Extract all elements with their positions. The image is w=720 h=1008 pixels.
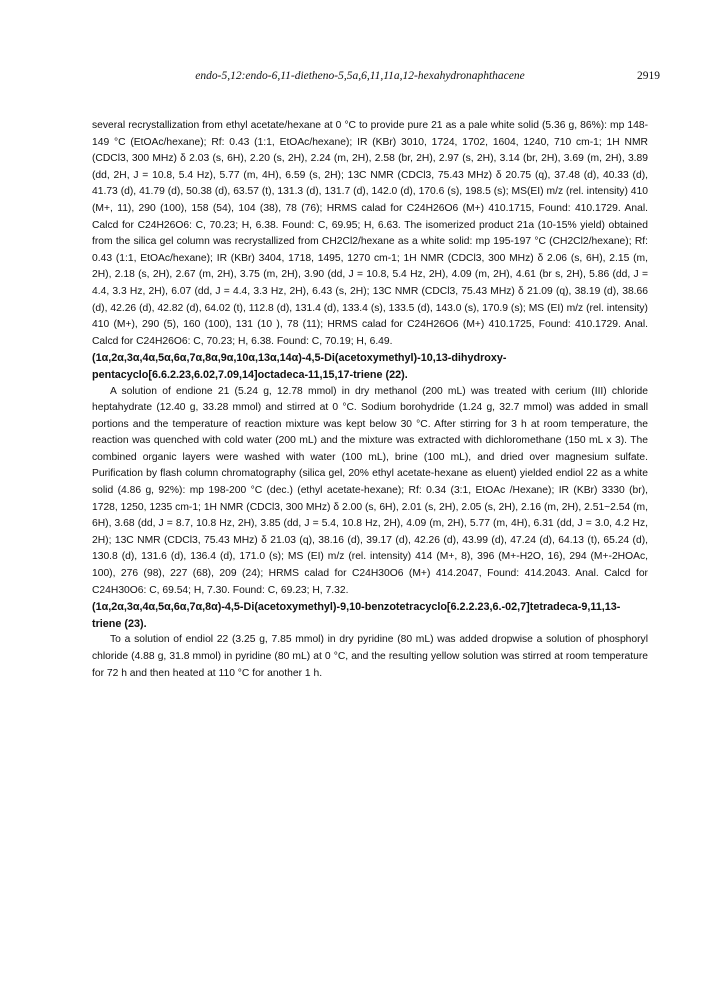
compound-heading: (1α,2α,3α,4α,5α,6α,7α,8α,9α,10α,13α,14α)-4,5-Di(acetoxymethyl)-10,13-dihydroxy-pentacyclo[6.6.2.23,6.02,7.09,14]octadeca-11,15,17-triene (22). <box>92 352 507 381</box>
article-body <box>92 118 648 682</box>
running-head-title: endo-5,12:endo-6,11-dietheno-5,5a,6,11,11a,12-hexahydronaphthacene <box>195 70 525 82</box>
compound-heading: (1α,2α,3α,4α,5α,6α,7α,8α)-4,5-Di(acetoxymethyl)-9,10-benzotetracyclo[6.2.2.23,6.-02,7]tetradeca-9,11,13-triene (23). <box>92 601 621 630</box>
body-paragraph: A solution of endione 21 (5.24 g, 12.78 mmol) in dry methanol (200 mL) was treated with cerium (III) chloride heptahydrate (12.40 g, 33.28 mmol) and stirred at 0 °C. Sodium borohydride (1.24 g, 32.7 mmol) was added in small portions and the temperature of reaction mixture was kept below 30 °C. After stirring for 3 h at room temperature, the reaction was quenched with cold water (200 mL) and the mixture was extracted with dichloromethane (150 mL x 3). The combined organic layers were washed with water (100 mL), brine (100 mL), and dried over magnesium sulfate. Purification by flash column chromatography (silica gel, 20% ethyl acetate-hexane as eluent) yielded endiol 22 as a white solid (4.86 g, 92%): mp 198-200 °C (dec.) (ethyl acetate-hexane); Rf: 0.34 (3:1, EtOAc /Hexane); IR (KBr) 3330 (br), 1728, 1250, 1235 cm-1; 1H NMR (CDCl3, 300 MHz) δ 2.00 (s, 6H), 2.01 (s, 2H), 2.05 (s, 2H), 2.16 (m, 2H), 2.51~2.54 (m, 6H), 3.68 (dd, J = 8.7, 10.8 Hz, 2H), 3.85 (dd, J = 5.4, 10.8 Hz, 2H), 4.09 (m, 2H), 5.77 (m, 4H), 6.31 (dd, J = 3.0, 4.2 Hz, 2H); 13C NMR (CDCl3, 75.43 MHz) δ 21.03 (q), 38.16 (d), 39.17 (d), 42.26 (d), 43.99 (d), 47.24 (d), 64.13 (t), 65.24 (d), 130.8 (d), 131.6 (d), 136.4 (d), 171.0 (s); MS (EI) m/z (rel. intensity) 414 (M+, 8), 396 (M+-H2O, 16), 294 (M+-2HOAc, 100), 276 (98), 227 (68), 209 (24); HRMS calad for C24H30O6 (M+) 414.2047, Found: 414.2043. Anal. Calcd for C24H30O6: C, 69.54; H, 7.30. Found: C, 69.23; H, 7.32. <box>92 385 648 596</box>
body-paragraph: To a solution of endiol 22 (3.25 g, 7.85 mmol) in dry pyridine (80 mL) was added dropwise a solution of phosphoryl chloride (4.88 g, 31.8 mmol) in pyridine (80 mL) at 0 °C, and the resulting yellow solution was stirred at room temperature for 72 h and then heated at 110 °C for another 1 h. <box>92 634 648 679</box>
page-number: 2919 <box>637 70 660 82</box>
running-head <box>60 70 660 88</box>
body-paragraph: several recrystallization from ethyl acetate/hexane at 0 °C to provide pure 21 as a pale white solid (5.36 g, 86%): mp 148-149 °C (EtOAc/hexane); Rf: 0.43 (1:1, EtOAc/hexane); IR (KBr) 3010, 1724, 1702, 1604, 1240, 710 cm-1; 1H NMR (CDCl3, 300 MHz) δ 2.03 (s, 6H), 2.20 (s, 2H), 2.24 (m, 2H), 2.58 (br, 2H), 2.97 (s, 2H), 3.14 (br, 2H), 3.69 (m, 2H), 3.89 (dd, 2H, J = 10.8, 5.4 Hz), 5.77 (m, 4H), 6.59 (s, 2H); 13C NMR (CDCl3, 75.43 MHz) δ 20.75 (q), 37.48 (d), 40.33 (d), 41.73 (d), 41.79 (d), 50.38 (d), 63.57 (t), 131.3 (d), 131.7 (d), 142.0 (d), 170.6 (s), 198.5 (s); MS(EI) m/z (rel. intensity) 410 (M+, 11), 290 (100), 158 (54), 104 (38), 78 (76); HRMS calad for C24H26O6 (M+) 410.1715, Found: 410.1729. Anal. Calcd for C24H26O6: C, 70.23; H, 6.38. Found: C, 69.95; H, 6.63. The isomerized product 21a (10-15% yield) obtained from the silica gel column was recrystallized from CH2Cl2/hexane as a white solid: mp 195-197 °C (CH2Cl2/hexane); Rf: 0.43 (1:1, EtOAc/hexane); IR (KBr) 3404, 1718, 1495, 1270 cm-1; 1H NMR (CDCl3, 300 MHz) δ 2.06 (s, 6H), 2.15 (m, 2H), 2.18 (s, 2H), 2.67 (m, 2H), 3.75 (m, 2H), 3.90 (dd, J = 10.8, 5.4 Hz, 2H), 4.09 (m, 2H), 4.61 (br s, 2H), 5.86 (dd, J = 4.4, 3.3 Hz, 2H), 6.07 (dd, J = 4.4, 3.3 Hz, 2H), 6.43 (s, 2H); 13C NMR (CDCl3, 75.43 MHz) δ 21.09 (q), 38.19 (d), 38.66 (d), 42.26 (d), 42.82 (d), 64.02 (t), 112.8 (d), 131.4 (d), 133.4 (s), 133.5 (d), 143.0 (s), 170.9 (s); MS (EI) m/z (rel. intensity) 410 (M+), 290 (5), 160 (100), 131 (10 ), 78 (11); HRMS calad for C24H26O6 (M+) 410.1725, Found: 410.1729. Anal. Calcd for C24H26O6: C, 70.23; H, 6.38. Found: C, 70.19; H, 6.49. <box>92 120 648 347</box>
